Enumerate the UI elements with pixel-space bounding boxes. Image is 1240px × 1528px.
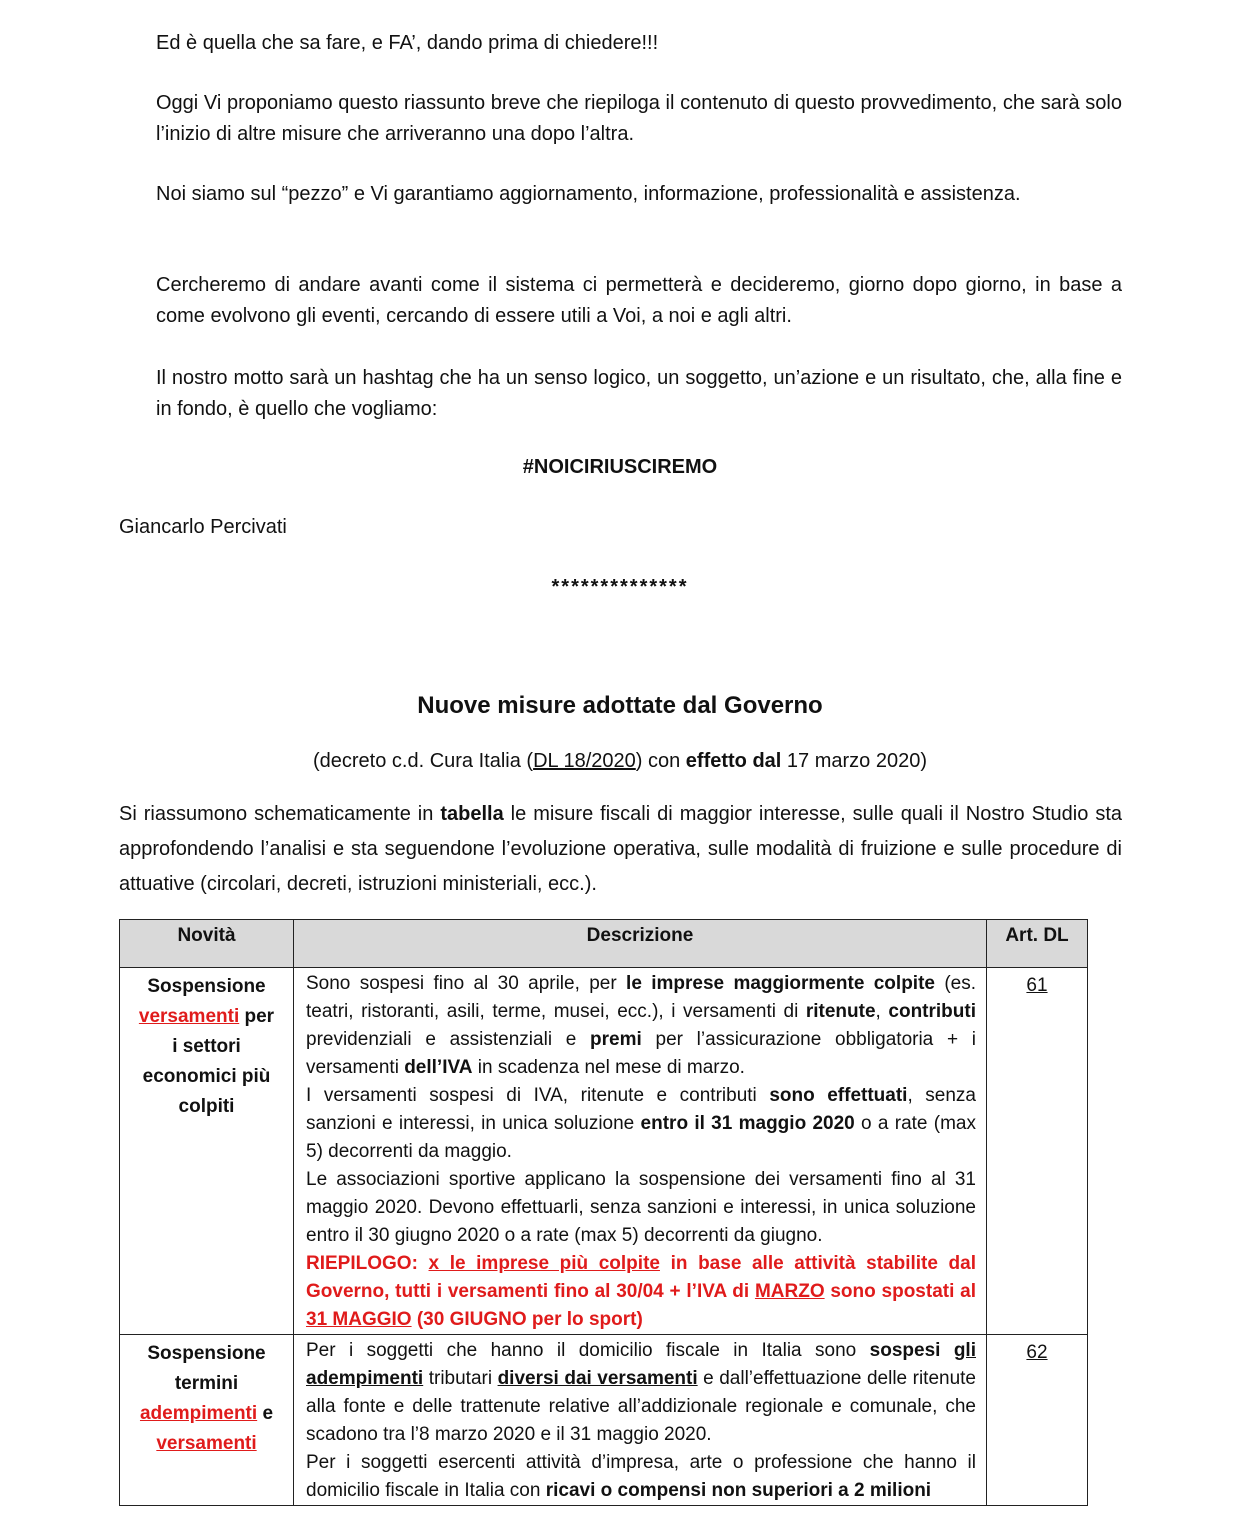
table-header-row: [120, 920, 1088, 968]
section-subtitle: [0, 750, 1240, 773]
row1-nov-line: [126, 1002, 287, 1032]
row2-nov-line: termini: [174, 1373, 239, 1394]
paragraph-1: Ed è quella che sa fare, e FA’, dando prima di chiedere!!!: [156, 32, 659, 54]
row1-nov-line: colpiti: [178, 1096, 235, 1117]
row2-nov-red: versamenti: [156, 1433, 257, 1454]
intro-post: le misure fiscali di maggior interesse, sulle quali il Nostro Studio sta approfondendo l’analisi e sta seguendone l’evoluzione operativa, sulle modalità di fruizione e sulle procedure di attuative (circolari, decreti, istruzioni ministeriali, ecc.).: [119, 803, 1122, 895]
row1-desc-para-b: I versamenti sospesi di IVA, ritenute e contributi sono effettuati, senza sanzioni e interessi, in unica soluzione entro il 31 maggio 2020 o a rate (max 5) decorrenti da maggio.: [306, 1085, 976, 1162]
header-descrizione: Descrizione: [294, 920, 987, 968]
row2-desc-para-b: Per i soggetti esercenti attività d’impresa, arte o professione che hanno il domicilio fiscale in Italia con ricavi o compensi non superiori a 2 milioni: [306, 1452, 976, 1501]
section-title: Nuove misure adottate dal Governo: [417, 692, 823, 719]
decree-link[interactable]: DL 18/2020: [533, 750, 636, 772]
intro-pre: Si riassumono schematicamente in: [119, 803, 441, 825]
row2-nov-line: [126, 1399, 287, 1429]
paragraph-5: Il nostro motto sarà un hashtag che ha un senso logico, un soggetto, un’azione e un risultato, che, alla fine e in fondo, è quello che vogliamo:: [156, 367, 1122, 420]
table-row: [120, 1335, 1088, 1506]
header-art-dl: Art. DL: [987, 920, 1088, 968]
row2-descrizione: [294, 1335, 987, 1506]
row2-art-link[interactable]: 62: [1026, 1342, 1048, 1363]
signature: Giancarlo Percivati: [119, 516, 287, 538]
row1-novita: [120, 968, 294, 1335]
row1-art-link[interactable]: 61: [1026, 975, 1048, 996]
intro-bold: tabella: [440, 803, 504, 825]
row2-art[interactable]: [987, 1335, 1088, 1506]
row1-desc-riepilogo: RIEPILOGO: x le imprese più colpite in base alle attività stabilite dal Governo, tutti i versamenti fino al 30/04 + l’IVA di MARZO sono spostati al 31 MAGGIO (30 GIUGNO per lo sport): [306, 1253, 976, 1330]
header-novita: Novità: [120, 920, 294, 968]
row2-nov-text: e: [257, 1403, 274, 1424]
row1-desc-para-a: Sono sospesi fino al 30 aprile, per le imprese maggiormente colpite (es. teatri, ristoranti, asili, terme, musei, ecc.), i versamenti di ritenute, contributi previdenziali e assistenziali e premi per l’assicurazione obbligatoria + i versamenti dell’IVA in scadenza nel mese di marzo.: [306, 973, 977, 1078]
row1-desc-para-c: Le associazioni sportive applicano la sospensione dei versamenti fino al 31 maggio 2020. Devono effettuarli, senza sanzioni e interessi, in unica soluzione entro il 30 giugno 2020 o a rate (max 5) decorrenti da giugno.: [306, 1169, 976, 1246]
row1-nov-red: versamenti: [138, 1006, 240, 1027]
paragraph-3: Noi siamo sul “pezzo” e Vi garantiamo aggiornamento, informazione, professionalità e assistenza.: [156, 183, 1021, 205]
intro-paragraph: [119, 797, 1122, 902]
row1-nov-line: Sospensione: [147, 976, 266, 997]
row2-novita: [120, 1335, 294, 1506]
row1-nov-text: per: [239, 1006, 275, 1027]
measures-table: [119, 919, 1088, 1506]
row1-nov-line: economici più: [142, 1066, 271, 1087]
subtitle-post: 17 marzo 2020): [781, 750, 927, 772]
row2-nov-line: Sospensione: [147, 1343, 266, 1364]
row1-descrizione: [294, 968, 987, 1335]
row2-nov-line: [126, 1429, 287, 1459]
row1-nov-line: i settori: [172, 1036, 241, 1057]
paragraph-4: Cercheremo di andare avanti come il sistema ci permetterà e decideremo, giorno dopo giorno, in base a come evolvono gli eventi, cercando di essere utili a Voi, a noi e agli altri.: [156, 274, 1122, 327]
subtitle-pre: (decreto c.d. Cura Italia (: [312, 750, 534, 772]
row2-desc-para-a: Per i soggetti che hanno il domicilio fiscale in Italia sono sospesi gli adempimenti tributari diversi dai versamenti e dall’effettuazione delle ritenute alla fonte e delle trattenute relative all’addizionale regionale e comunale, che scadono tra l’8 marzo 2020 e il 31 maggio 2020.: [306, 1340, 976, 1445]
separator-stars: **************: [551, 576, 689, 598]
row2-nov-red: adempimenti: [139, 1403, 258, 1424]
subtitle-bold: effetto dal: [685, 750, 782, 772]
hashtag: #NOICIRIUSCIREMO: [522, 456, 718, 478]
subtitle-mid: ) con: [635, 750, 686, 772]
table-row: [120, 968, 1088, 1335]
paragraph-2: Oggi Vi proponiamo questo riassunto breve che riepiloga il contenuto di questo provvedimento, che sarà solo l’inizio di altre misure che arriveranno una dopo l’altra.: [156, 92, 1122, 145]
row1-art[interactable]: [987, 968, 1088, 1335]
